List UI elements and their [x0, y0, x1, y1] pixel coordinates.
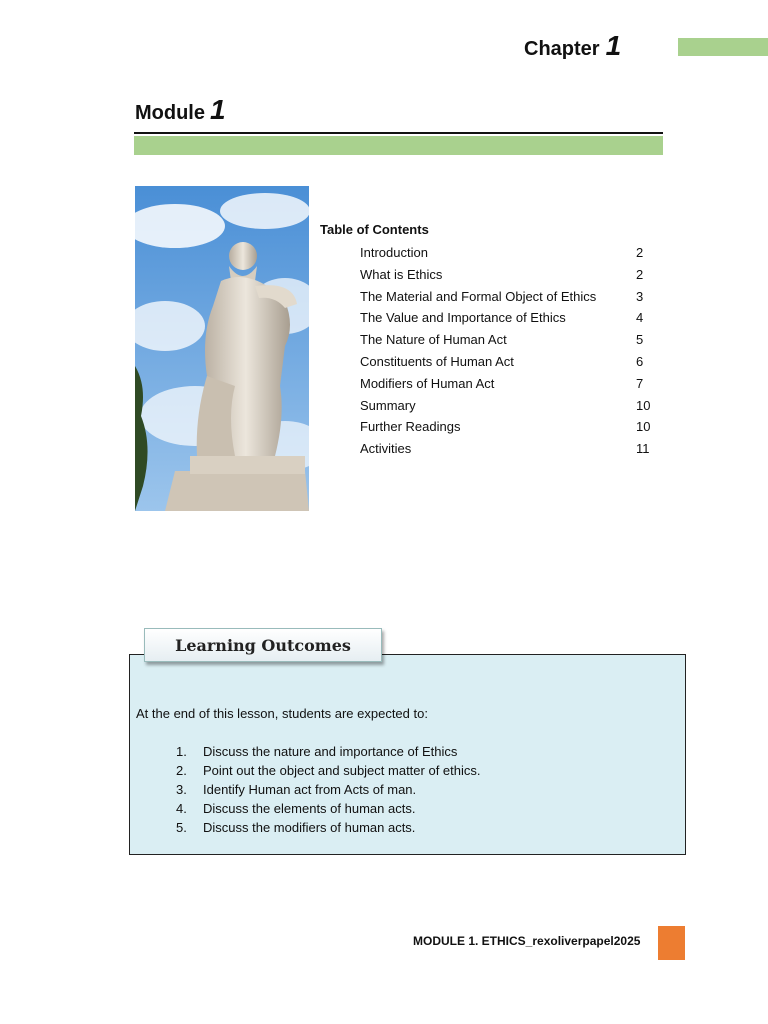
toc-item-page: 5	[636, 332, 644, 348]
toc-item	[320, 329, 660, 351]
toc-item	[320, 395, 660, 417]
outcome-number: 3.	[176, 782, 187, 797]
toc-item-label: Summary	[360, 397, 416, 413]
outcome-number: 1.	[176, 744, 187, 759]
toc-item-page: 10	[636, 419, 651, 435]
learning-outcomes-intro: At the end of this lesson, students are expected to:	[136, 706, 428, 721]
module-word: Module	[135, 102, 205, 124]
module-heading	[135, 94, 226, 126]
footer-orange-block	[658, 926, 685, 960]
toc-item	[320, 242, 660, 264]
toc-item-label: Activities	[360, 441, 412, 457]
outcome-text: Identify Human act from Acts of man.	[203, 782, 417, 797]
chapter-heading	[524, 30, 621, 62]
statue-image	[135, 186, 309, 511]
outcome-item	[176, 818, 481, 837]
outcome-text: Discuss the modifiers of human acts.	[203, 820, 416, 835]
toc-item-page: 11	[636, 441, 650, 457]
toc-item-label: Constituents of Human Act	[360, 353, 514, 369]
outcome-text: Discuss the elements of human acts.	[203, 801, 416, 816]
module-number: 1	[210, 94, 226, 125]
footer-text: MODULE 1. ETHICS_rexoliverpapel2025	[413, 934, 641, 948]
chapter-tab-bar	[678, 38, 768, 56]
toc-item-page: 10	[636, 397, 651, 413]
toc-item	[320, 416, 660, 438]
toc-item-label: The Value and Importance of Ethics	[360, 310, 566, 326]
toc-item	[320, 286, 660, 308]
module-green-band	[134, 136, 663, 155]
toc-item-page: 4	[636, 310, 644, 326]
outcome-item	[176, 799, 481, 818]
toc-item-label: Further Readings	[360, 419, 461, 435]
toc-item	[320, 351, 660, 373]
toc-item-label: Introduction	[360, 245, 428, 260]
learning-outcomes-list	[176, 742, 481, 837]
toc-item-label: Modifiers of Human Act	[360, 375, 495, 391]
toc-item	[320, 438, 660, 460]
toc-item-page: 6	[636, 353, 644, 369]
outcome-item	[176, 742, 481, 761]
toc-title: Table of Contents	[320, 222, 429, 237]
toc-item	[320, 307, 660, 329]
outcome-number: 5.	[176, 820, 187, 835]
learning-outcomes-title: Learning Outcomes	[175, 635, 351, 655]
toc-item-page: 2	[636, 266, 644, 282]
outcome-number: 4.	[176, 801, 187, 816]
outcome-item	[176, 780, 481, 799]
toc-item	[320, 373, 660, 395]
learning-outcomes-header	[144, 628, 382, 662]
toc-item-page: 3	[636, 288, 644, 304]
chapter-number: 1	[605, 30, 622, 61]
toc-item-label: What is Ethics	[360, 266, 443, 282]
toc-item-label: The Material and Formal Object of Ethics	[360, 288, 597, 304]
outcome-number: 2.	[176, 763, 187, 778]
toc-item-page: 2	[636, 245, 644, 260]
outcome-text: Point out the object and subject matter of ethics.	[203, 763, 481, 778]
toc-item	[320, 264, 660, 286]
outcome-text: Discuss the nature and importance of Ethics	[203, 744, 458, 759]
outcome-item	[176, 761, 481, 780]
table-of-contents	[320, 220, 660, 460]
module-divider	[134, 132, 663, 134]
toc-item-page: 7	[636, 375, 644, 391]
toc-item-label: The Nature of Human Act	[360, 332, 507, 348]
chapter-word: Chapter	[524, 38, 600, 60]
